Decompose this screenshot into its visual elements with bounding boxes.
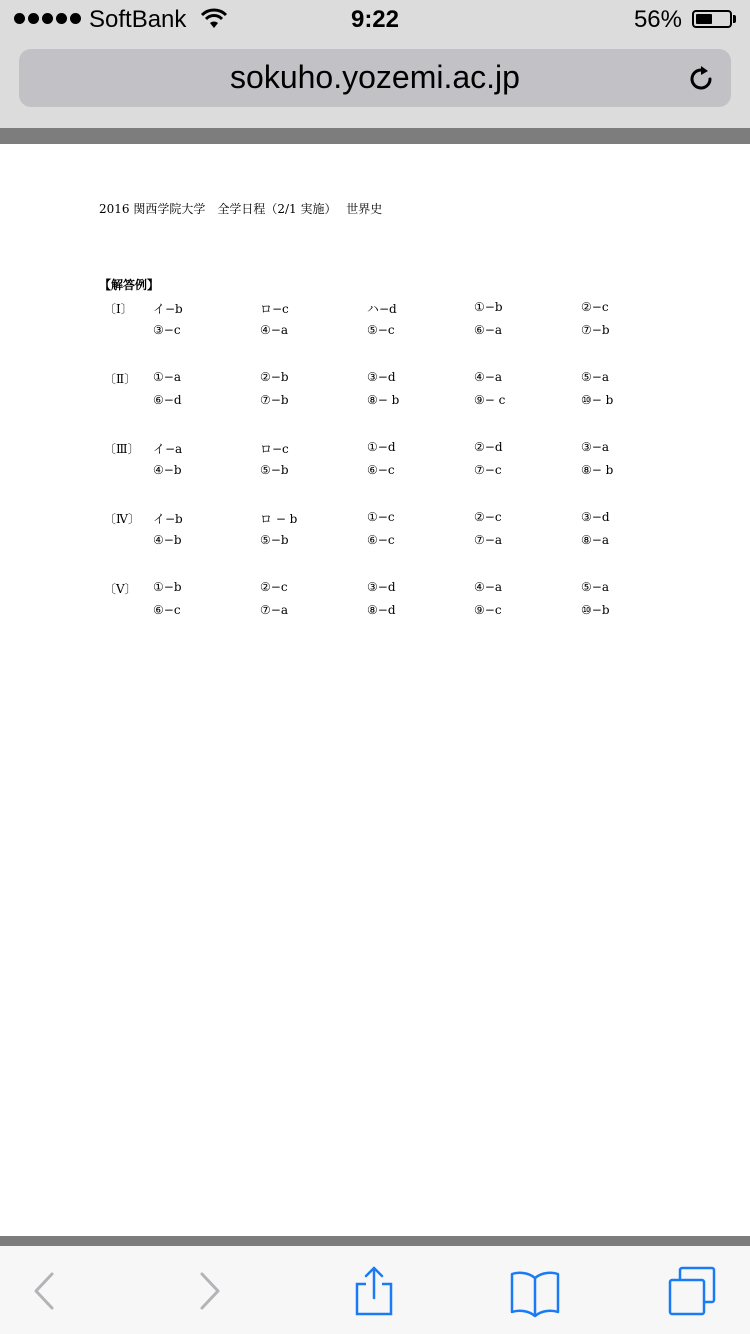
answer-cell: ロ−c	[260, 302, 289, 316]
answer-cell: ⑩− b	[581, 393, 614, 407]
answer-cell: ③−d	[581, 510, 610, 524]
answer-cell: ⑥−c	[367, 533, 395, 547]
reload-icon[interactable]	[685, 63, 717, 95]
answer-cell: ①−b	[474, 300, 503, 314]
browser-toolbar	[0, 1246, 750, 1334]
section-label: 〔Ⅴ〕	[104, 582, 137, 596]
answer-cell: ハ−d	[367, 302, 397, 316]
answer-cell: ④−a	[474, 370, 502, 384]
answer-cell: ロ−c	[260, 442, 289, 456]
answer-cell: ②−c	[260, 580, 288, 594]
page-bottom-divider	[0, 1236, 750, 1246]
answer-cell: ⑥−c	[153, 603, 181, 617]
forward-icon[interactable]	[184, 1264, 238, 1318]
document-title: 2016 関西学院大学 全学日程（2/1 実施） 世界史	[99, 202, 383, 216]
answer-cell: ⑦−a	[474, 533, 502, 547]
answer-cell: ⑦−b	[581, 323, 610, 337]
answer-cell: ⑥−d	[153, 393, 182, 407]
browser-chrome-top	[0, 0, 750, 128]
answer-cell: ①−b	[153, 580, 182, 594]
tabs-icon[interactable]	[666, 1264, 720, 1318]
answer-cell: イ−b	[153, 512, 183, 526]
address-bar[interactable]	[19, 49, 731, 107]
answer-cell: ⑥−a	[474, 323, 502, 337]
answer-cell: ②−b	[260, 370, 289, 384]
answer-cell: ⑤−a	[581, 370, 609, 384]
section-label: 〔Ⅰ〕	[104, 302, 133, 316]
status-time: 9:22	[350, 6, 400, 33]
answer-cell: ⑤−a	[581, 580, 609, 594]
answer-cell: ②−d	[474, 440, 503, 454]
answer-cell: ②−c	[474, 510, 502, 524]
answer-cell: ⑨−c	[474, 603, 502, 617]
answer-cell: イ−b	[153, 302, 183, 316]
answer-cell: ⑧− b	[581, 463, 614, 477]
answer-cell: ⑥−c	[367, 463, 395, 477]
answer-cell: ③−d	[367, 370, 396, 384]
answer-cell: ⑩−b	[581, 603, 610, 617]
answer-cell: ⑤−b	[260, 533, 289, 547]
answer-cell: ⑧−a	[581, 533, 609, 547]
section-label: 〔Ⅱ〕	[104, 372, 137, 386]
answer-cell: ⑨− c	[474, 393, 506, 407]
answer-cell: ②−c	[581, 300, 609, 314]
answer-cell: ④−a	[474, 580, 502, 594]
answer-cell: ④−b	[153, 463, 182, 477]
back-icon[interactable]	[16, 1264, 70, 1318]
answer-cell: ⑤−c	[367, 323, 395, 337]
answer-cell: ⑤−b	[260, 463, 289, 477]
url-text[interactable]: sokuho.yozemi.ac.jp	[230, 59, 520, 95]
battery-percentage: 56%	[633, 6, 682, 33]
battery-icon	[692, 10, 732, 28]
pdf-document	[0, 144, 750, 1236]
answer-cell: ①−c	[367, 510, 395, 524]
answer-cell: ④−a	[260, 323, 288, 337]
answer-cell: ⑧−d	[367, 603, 396, 617]
carrier-name: SoftBank	[89, 6, 187, 33]
bookmarks-icon[interactable]	[508, 1264, 562, 1318]
answer-cell: ③−a	[581, 440, 609, 454]
answer-cell: ロ − b	[260, 512, 298, 526]
answer-cell: イ−a	[153, 442, 183, 456]
answer-cell: ④−b	[153, 533, 182, 547]
answer-cell: ⑦−c	[474, 463, 502, 477]
answer-cell: ①−a	[153, 370, 181, 384]
battery-tip	[733, 15, 736, 23]
answer-cell: ③−d	[367, 580, 396, 594]
answer-heading: 【解答例】	[99, 278, 160, 292]
share-icon[interactable]	[347, 1264, 401, 1318]
answer-cell: ①−d	[367, 440, 396, 454]
section-label: 〔Ⅳ〕	[104, 512, 140, 526]
status-bar	[0, 0, 750, 40]
answer-cell: ⑦−b	[260, 393, 289, 407]
section-label: 〔Ⅲ〕	[104, 442, 140, 456]
page-top-divider	[0, 128, 750, 144]
answer-cell: ③−c	[153, 323, 181, 337]
answer-cell: ⑦−a	[260, 603, 288, 617]
answer-cell: ⑧− b	[367, 393, 400, 407]
